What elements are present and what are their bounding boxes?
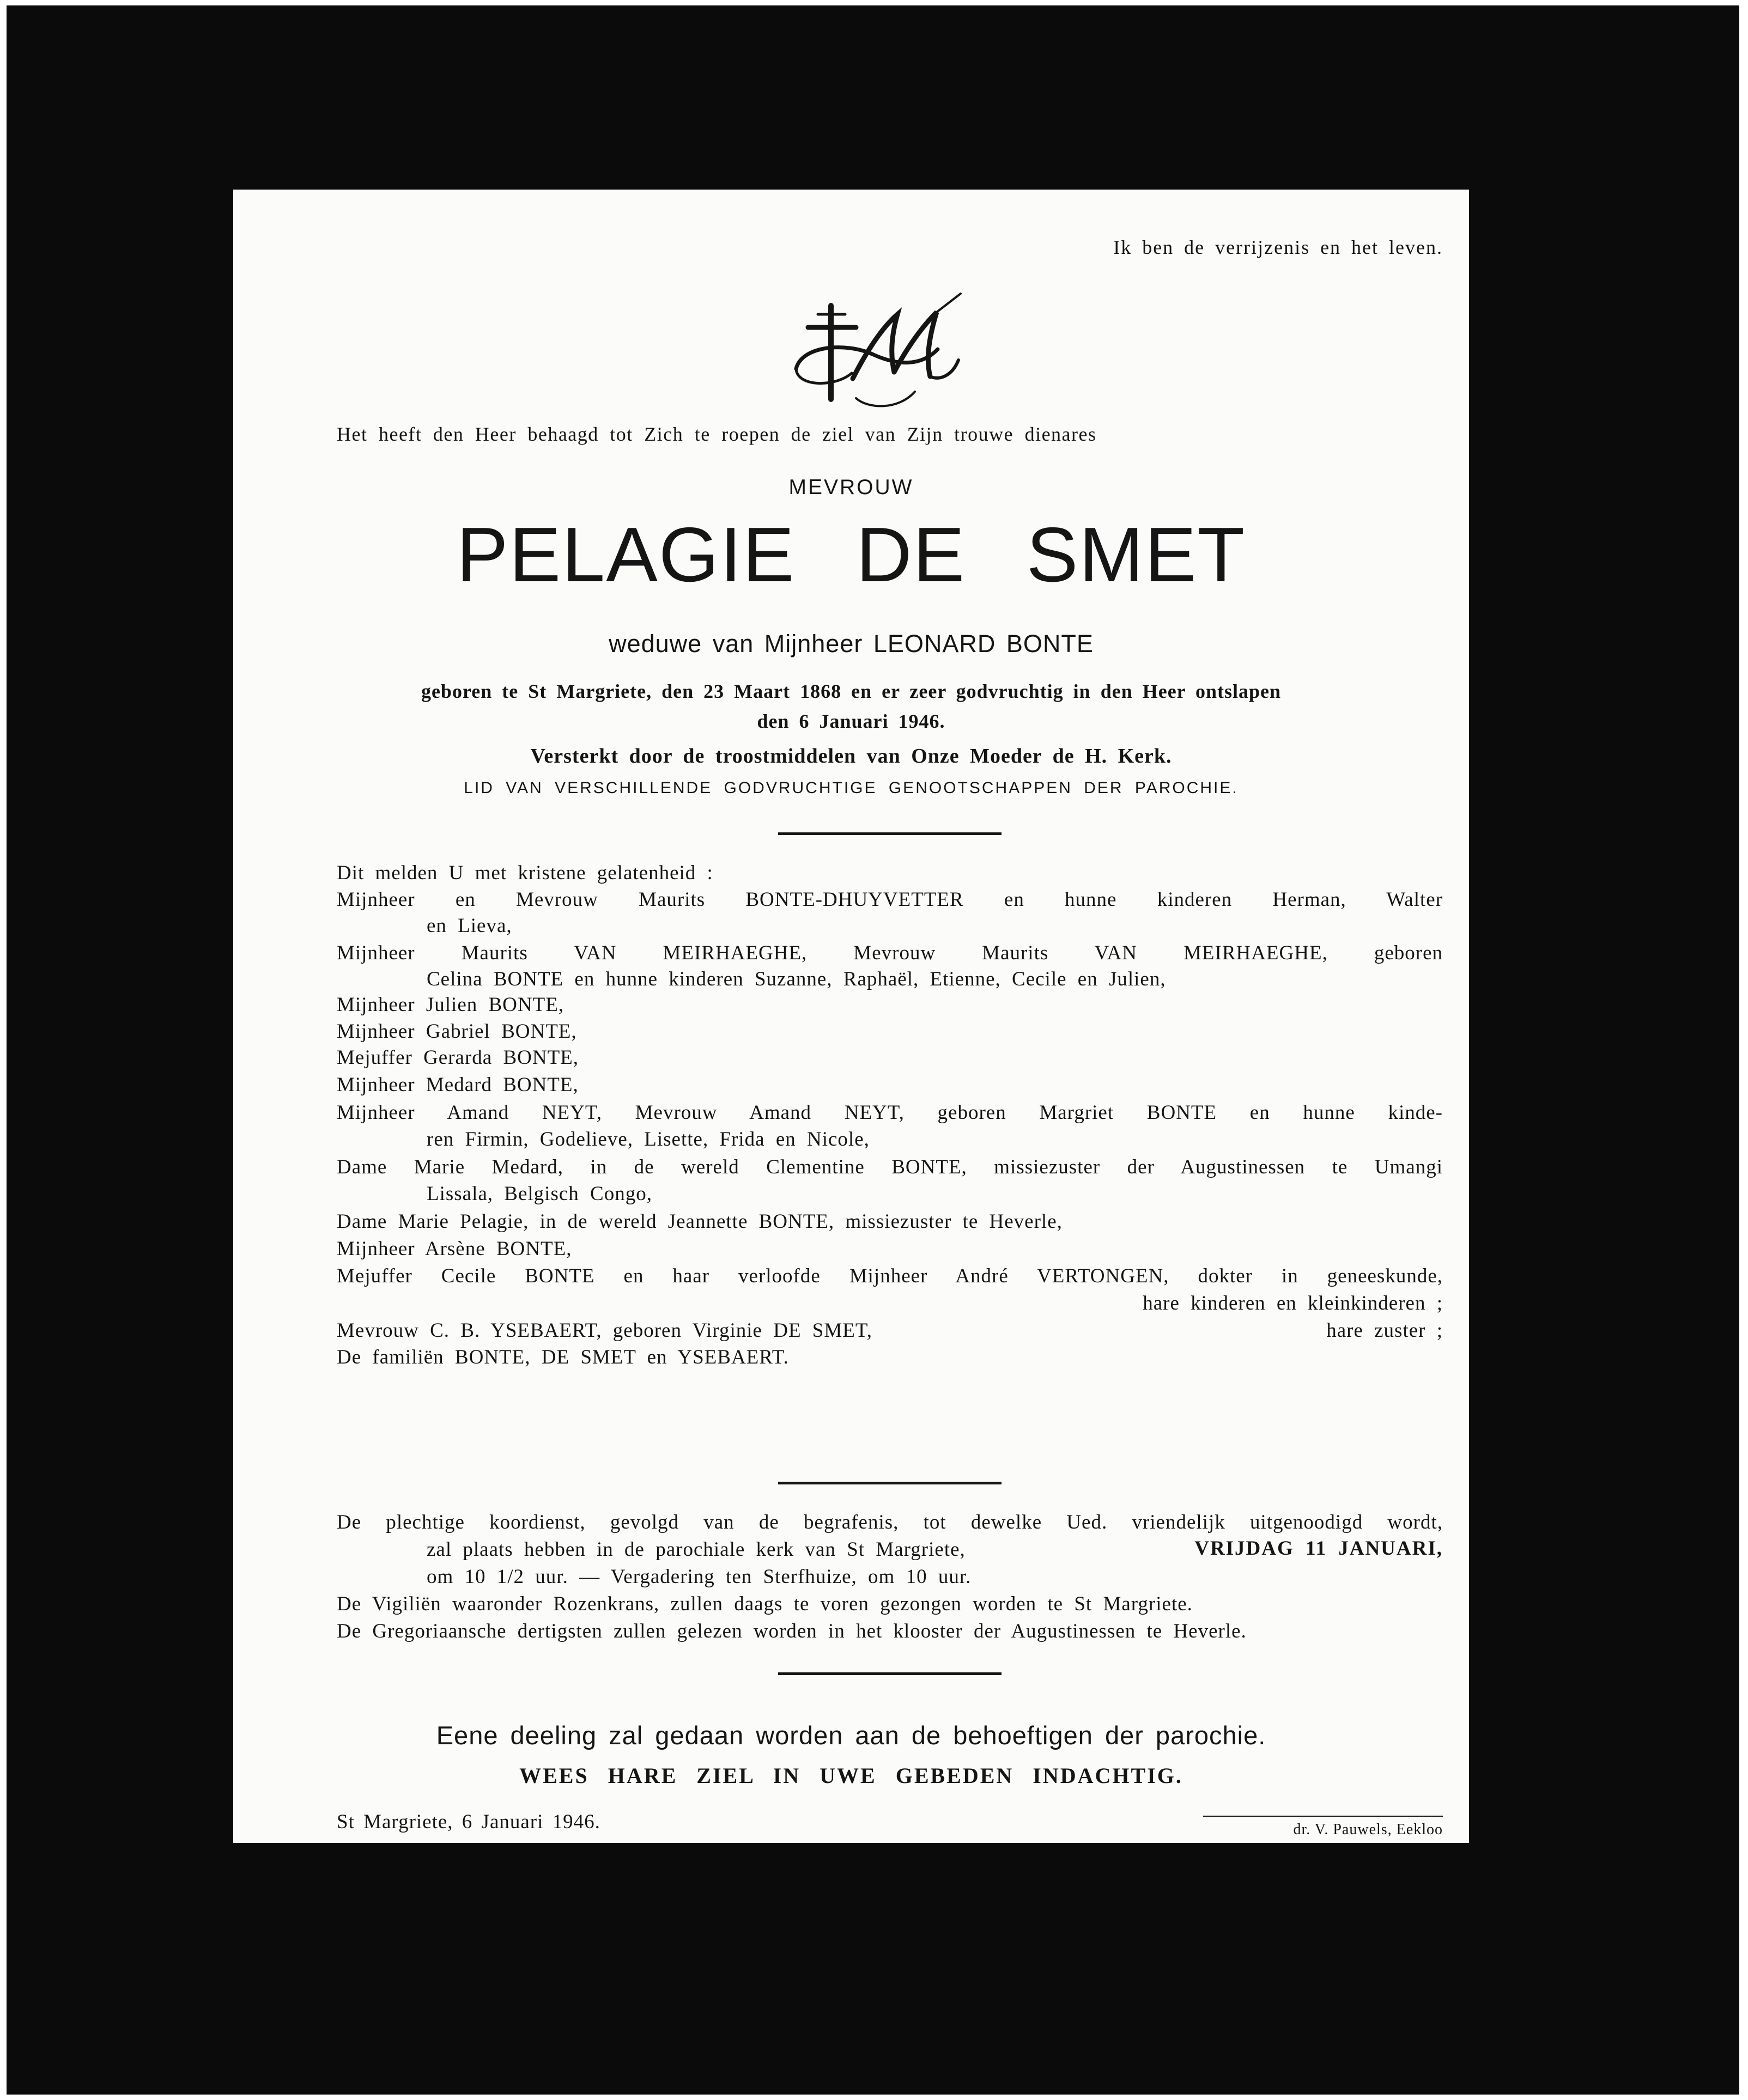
family-line: Mijnheer Medard BONTE, — [337, 1074, 579, 1096]
cross-m-monogram-icon — [786, 285, 972, 416]
sister-line: Mevrouw C. B. YSEBAERT, geboren Virginie DE SMET, — [337, 1319, 872, 1342]
birth-death-line-1: geboren te St Margriete, den 23 Maart 1868 en er zeer godvruchtig in den Heer ontslapen — [421, 680, 1282, 702]
divider-1 — [778, 832, 1002, 835]
family-line: Mejuffer Cecile BONTE en haar verloofde Mijnheer André VERTONGEN, dokter in geneeskunde, — [337, 1265, 1443, 1287]
membership-line: LID VAN VERSCHILLENDE GODVRUCHTIGE GENOOTSCHAPPEN DER PAROCHIE. — [464, 779, 1239, 797]
service-line: om 10 1/2 uur. — Vergadering ten Sterfhuize, om 10 uur. — [427, 1566, 972, 1588]
service-line: De plechtige koordienst, gevolgd van de begrafenis, tot dewelke Ued. vriendelijk uitgenoodigd wordt, — [337, 1511, 1443, 1533]
sacraments-line: Versterkt door de troostmiddelen van Onze Moeder de H. Kerk. — [530, 745, 1172, 768]
family-line: Mijnheer Julien BONTE, — [337, 994, 565, 1016]
service-line: De Vigiliën waaronder Rozenkrans, zullen daags te voren gezongen worden te St Margriete. — [337, 1593, 1193, 1615]
service-date-emphasis: VRIJDAG 11 JANUARI, — [1194, 1537, 1443, 1560]
family-line: en Lieva, — [427, 915, 512, 937]
place-date: St Margriete, 6 Januari 1946. — [337, 1811, 600, 1833]
divider-2 — [778, 1482, 1002, 1484]
epigraph: Ik ben de verrijzenis en het leven. — [1113, 236, 1443, 258]
widow-line: weduwe van Mijnheer LEONARD BONTE — [609, 630, 1094, 658]
family-line: Mijnheer Maurits VAN MEIRHAEGHE, Mevrouw Maurits VAN MEIRHAEGHE, geboren — [337, 942, 1443, 964]
family-line: Mejuffer Gerarda BONTE, — [337, 1046, 579, 1069]
family-line: ren Firmin, Godelieve, Lisette, Frida en Nicole, — [427, 1128, 870, 1151]
family-line: Mijnheer Gabriel BONTE, — [337, 1020, 577, 1043]
announcement-intro: Dit melden U met kristene gelatenheid : — [337, 862, 713, 884]
family-line: Mijnheer Arsène BONTE, — [337, 1238, 572, 1260]
divider-3 — [778, 1672, 1002, 1675]
honorific: MEVROUW — [788, 476, 914, 499]
family-line: Dame Marie Pelagie, in de wereld Jeannette BONTE, missiezuster te Heverle, — [337, 1210, 1063, 1233]
family-line: Mijnheer en Mevrouw Maurits BONTE-DHUYVETTER en hunne kinderen Herman, Walter — [337, 888, 1443, 911]
children-note: hare kinderen en kleinkinderen ; — [1143, 1292, 1443, 1314]
printer-imprint: dr. V. Pauwels, Eekloo — [1203, 1816, 1443, 1839]
service-line: zal plaats hebben in de parochiale kerk van St Margriete, — [427, 1538, 966, 1561]
deceased-name: PELAGIE DE SMET — [456, 512, 1246, 598]
birth-death-line-2: den 6 Januari 1946. — [757, 710, 945, 732]
families-line: De familiën BONTE, DE SMET en YSEBAERT. — [337, 1346, 789, 1368]
family-line: Dame Marie Medard, in de wereld Clementine BONTE, missiezuster der Augustinessen te Umangi — [337, 1156, 1443, 1178]
funeral-card — [233, 190, 1469, 1843]
intro-line: Het heeft den Heer behaagd tot Zich te roepen de ziel van Zijn trouwe dienares — [337, 423, 1097, 445]
family-line: Mijnheer Amand NEYT, Mevrouw Amand NEYT, geboren Margriet BONTE en hunne kinde- — [337, 1101, 1443, 1124]
service-line: De Gregoriaansche dertigsten zullen gelezen worden in het klooster der Augustinessen te Heverle. — [337, 1620, 1247, 1642]
distribution-line: Eene deeling zal gedaan worden aan de behoeftigen der parochie. — [436, 1721, 1266, 1750]
remembrance-line: WEES HARE ZIEL IN UWE GEBEDEN INDACHTIG. — [519, 1763, 1183, 1788]
family-line: Celina BONTE en hunne kinderen Suzanne, Raphaël, Etienne, Cecile en Julien, — [427, 968, 1166, 990]
sister-note: hare zuster ; — [1326, 1319, 1443, 1342]
family-line: Lissala, Belgisch Congo, — [427, 1183, 652, 1205]
